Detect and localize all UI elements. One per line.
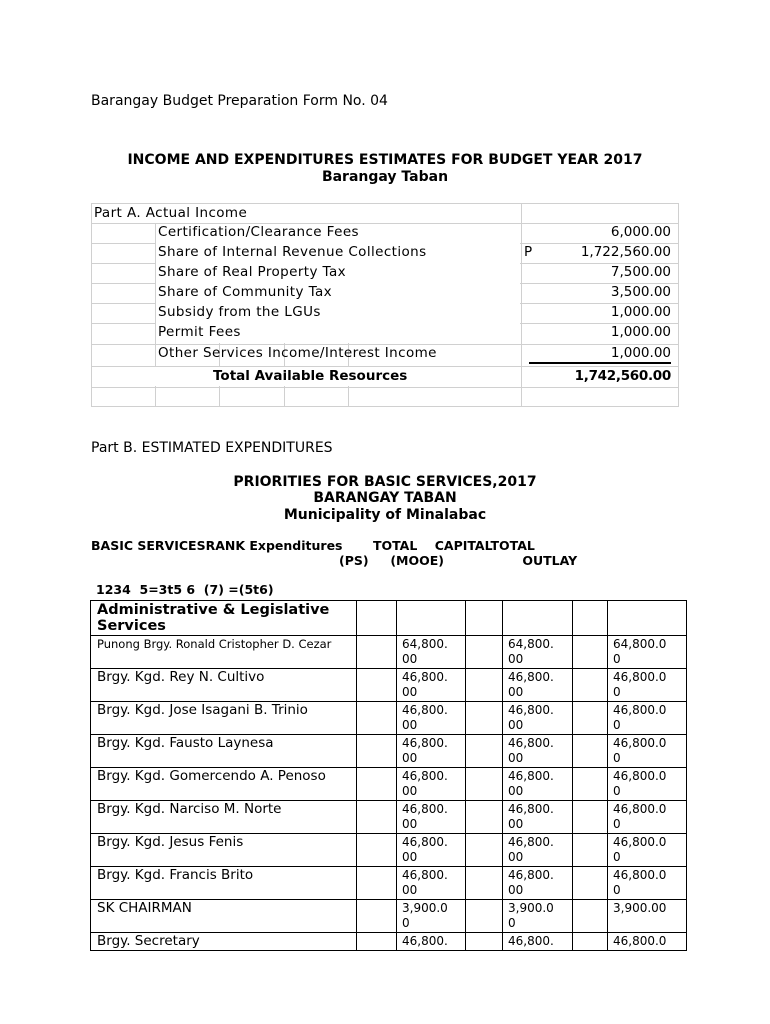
income-label: Share of Community Tax bbox=[158, 284, 333, 300]
grand-total-amount: 46,800.0 0 bbox=[608, 735, 687, 768]
ps-amount: 46,800. 00 bbox=[397, 801, 466, 834]
table-row bbox=[91, 867, 687, 900]
total-amount: 46,800. 00 bbox=[503, 669, 573, 702]
total-amount: 1,742,560.00 bbox=[574, 368, 671, 384]
official-name: Brgy. Kgd. Jose Isagani B. Trinio bbox=[91, 702, 357, 735]
grand-total-amount: 46,800.0 0 bbox=[608, 669, 687, 702]
income-amount: 1,000.00 bbox=[610, 324, 671, 340]
grand-total-amount: 46,800.0 0 bbox=[608, 768, 687, 801]
income-label: Permit Fees bbox=[158, 324, 241, 340]
total-amount: 46,800. 00 bbox=[503, 834, 573, 867]
grand-total-amount: 64,800.0 0 bbox=[608, 636, 687, 669]
official-name: Brgy. Kgd. Narciso M. Norte bbox=[91, 801, 357, 834]
total-amount: 64,800. 00 bbox=[503, 636, 573, 669]
total-amount: 46,800. 00 bbox=[503, 768, 573, 801]
peso-prefix: P bbox=[524, 244, 533, 260]
barangay-title: BARANGAY TABAN bbox=[313, 490, 457, 506]
expenditures-table bbox=[90, 600, 687, 951]
income-amount: 1,000.00 bbox=[610, 304, 671, 320]
barangay-name: Barangay Taban bbox=[321, 169, 449, 185]
table-row bbox=[91, 900, 687, 933]
part-a-income-table bbox=[91, 203, 679, 407]
table-row bbox=[91, 669, 687, 702]
municipality-title: Municipality of Minalabac bbox=[283, 507, 487, 523]
official-name: Brgy. Kgd. Rey N. Cultivo bbox=[91, 669, 357, 702]
official-name: Brgy. Kgd. Jesus Fenis bbox=[91, 834, 357, 867]
total-amount: 46,800. 00 bbox=[503, 702, 573, 735]
grand-total-amount: 46,800.0 bbox=[608, 933, 687, 951]
official-name: SK CHAIRMAN bbox=[91, 900, 357, 933]
subtotal-rule bbox=[529, 362, 671, 364]
grand-total-amount: 46,800.0 0 bbox=[608, 867, 687, 900]
income-amount: 6,000.00 bbox=[610, 224, 671, 240]
official-name: Brgy. Secretary bbox=[91, 933, 357, 951]
ps-amount: 46,800. 00 bbox=[397, 768, 466, 801]
income-amount: 7,500.00 bbox=[610, 264, 671, 280]
priorities-title: PRIORITIES FOR BASIC SERVICES,2017 bbox=[233, 474, 537, 490]
section-label: Administrative & Legislative Services bbox=[91, 601, 357, 636]
table-row bbox=[91, 702, 687, 735]
table-row bbox=[91, 801, 687, 834]
table-row bbox=[91, 834, 687, 867]
grand-total-amount: 3,900.00 bbox=[608, 900, 687, 933]
column-numbers: 1234 5=3t5 6 (7) =(5t6) bbox=[96, 582, 274, 597]
income-label: Other Services Income/Interest Income bbox=[158, 345, 437, 361]
income-label: Share of Real Property Tax bbox=[158, 264, 347, 280]
ps-amount: 46,800. bbox=[397, 933, 466, 951]
document-title: INCOME AND EXPENDITURES ESTIMATES FOR BUDGET YEAR 2017 bbox=[127, 152, 643, 168]
grand-total-amount: 46,800.0 0 bbox=[608, 801, 687, 834]
total-amount: 46,800. 00 bbox=[503, 801, 573, 834]
total-amount: 46,800. 00 bbox=[503, 735, 573, 768]
ps-amount: 46,800. 00 bbox=[397, 867, 466, 900]
section-row bbox=[91, 601, 687, 636]
income-amount: 1,000.00 bbox=[610, 345, 671, 361]
table-row bbox=[91, 933, 687, 951]
table-row bbox=[91, 768, 687, 801]
official-name: Brgy. Kgd. Gomercendo A. Penoso bbox=[91, 768, 357, 801]
income-amount: 3,500.00 bbox=[610, 284, 671, 300]
total-amount: 3,900.0 0 bbox=[503, 900, 573, 933]
income-label: Share of Internal Revenue Collections bbox=[158, 244, 427, 260]
part-b-heading: Part B. ESTIMATED EXPENDITURES bbox=[91, 440, 333, 456]
official-name: Punong Brgy. Ronald Cristopher D. Cezar bbox=[91, 636, 357, 669]
form-number: Barangay Budget Preparation Form No. 04 bbox=[91, 93, 388, 109]
ps-amount: 46,800. 00 bbox=[397, 702, 466, 735]
official-name: Brgy. Kgd. Francis Brito bbox=[91, 867, 357, 900]
total-label: Total Available Resources bbox=[213, 368, 408, 384]
total-amount: 46,800. bbox=[503, 933, 573, 951]
official-name: Brgy. Kgd. Fausto Laynesa bbox=[91, 735, 357, 768]
ps-amount: 46,800. 00 bbox=[397, 735, 466, 768]
income-amount: 1,722,560.00 bbox=[580, 244, 671, 260]
income-label: Subsidy from the LGUs bbox=[158, 304, 321, 320]
total-amount: 46,800. 00 bbox=[503, 867, 573, 900]
ps-amount: 64,800. 00 bbox=[397, 636, 466, 669]
column-headers: BASIC SERVICESRANK Expenditures TOTAL CAPITALTOTAL bbox=[91, 538, 535, 553]
ps-amount: 46,800. 00 bbox=[397, 834, 466, 867]
income-label: Certification/Clearance Fees bbox=[158, 224, 359, 240]
ps-amount: 3,900.0 0 bbox=[397, 900, 466, 933]
grand-total-amount: 46,800.0 0 bbox=[608, 702, 687, 735]
ps-amount: 46,800. 00 bbox=[397, 669, 466, 702]
part-a-heading: Part A. Actual Income bbox=[94, 205, 248, 221]
table-row bbox=[91, 735, 687, 768]
grand-total-amount: 46,800.0 0 bbox=[608, 834, 687, 867]
column-headers-sub: (PS) (MOOE) OUTLAY bbox=[339, 553, 578, 568]
table-row bbox=[91, 636, 687, 669]
